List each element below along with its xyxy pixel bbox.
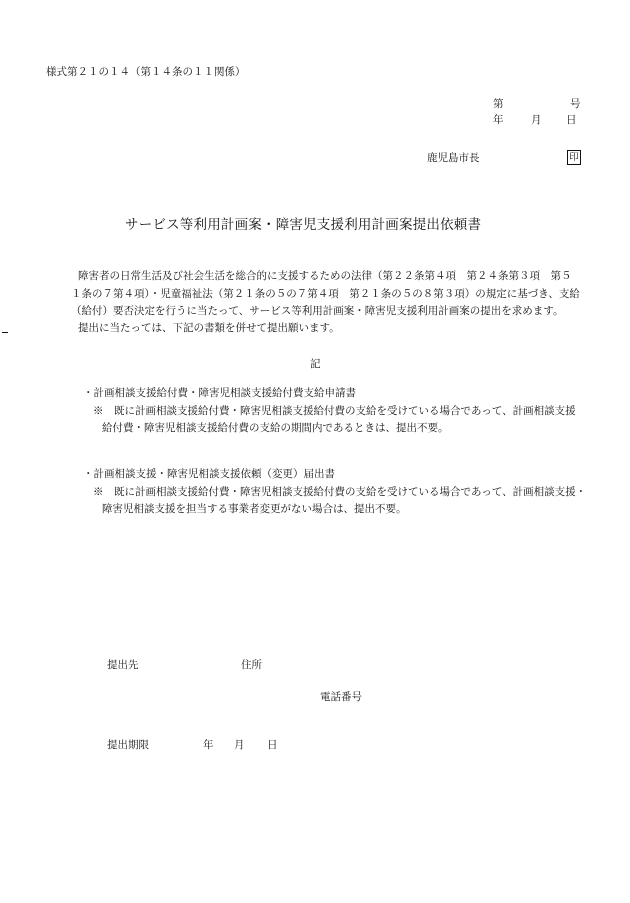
address-label: 住所	[241, 659, 262, 671]
ki-label: 記	[310, 358, 321, 370]
item-note-line: 給付費・障害児相談支援給付費の支給の期間内であるときは、提出不要。	[102, 422, 449, 434]
body-line: 障害者の日常生活及び社会生活を総合的に支援するための法律（第２２条第４項 第２４条第３項 第５	[78, 270, 572, 282]
item-heading: ・計画相談支援・障害児相談支援依頼（変更）届出書	[83, 468, 335, 480]
body-line: 提出に当たっては、下記の書類を併せて提出願います。	[78, 321, 340, 334]
margin-mark	[2, 332, 8, 333]
body-line: １条の７第４項）・児童福祉法（第２１条の５の７第４項 第２１条の５の８第３項）の規定に基づき、支給	[71, 287, 580, 300]
deadline-label: 提出期限	[107, 739, 149, 751]
date-month: 月	[531, 114, 542, 126]
item-note-line: ※ 既に計画相談支援給付費・障害児相談支援給付費の支給を受けている場合であって、計画相談支援	[93, 405, 576, 417]
phone-label: 電話番号	[320, 691, 362, 703]
deadline-year: 年	[203, 739, 214, 751]
date-year: 年	[493, 114, 504, 126]
date-day: 日	[566, 114, 577, 126]
item-note-line: ※ 既に計画相談支援給付費・障害児相談支援給付費の支給を受けている場合であって、計画相談支援・	[93, 486, 587, 498]
issuer-name: 鹿児島市長	[427, 152, 480, 164]
document-title: サービス等利用計画案・障害児支援利用計画案提出依頼書	[125, 217, 482, 233]
deadline-day: 日	[267, 739, 278, 751]
number-go: 号	[570, 98, 581, 110]
item-heading: ・計画相談支援給付費・障害児相談支援給付費支給申請書	[83, 387, 356, 399]
body-paragraph	[71, 268, 591, 336]
item-note-line: 障害児相談支援を担当する事業者変更がない場合は、提出不要。	[102, 503, 407, 515]
form-number: 様式第２１の１４（第１４条の１１関係）	[46, 66, 246, 78]
body-line: （給付）要否決定を行うに当たって、サービス等利用計画案・障害児支援利用計画案の提出を求めます。	[71, 305, 564, 317]
submit-to-label: 提出先	[107, 659, 139, 671]
seal-box: 印	[567, 150, 581, 165]
number-dai: 第	[493, 98, 504, 110]
deadline-month: 月	[234, 739, 245, 751]
